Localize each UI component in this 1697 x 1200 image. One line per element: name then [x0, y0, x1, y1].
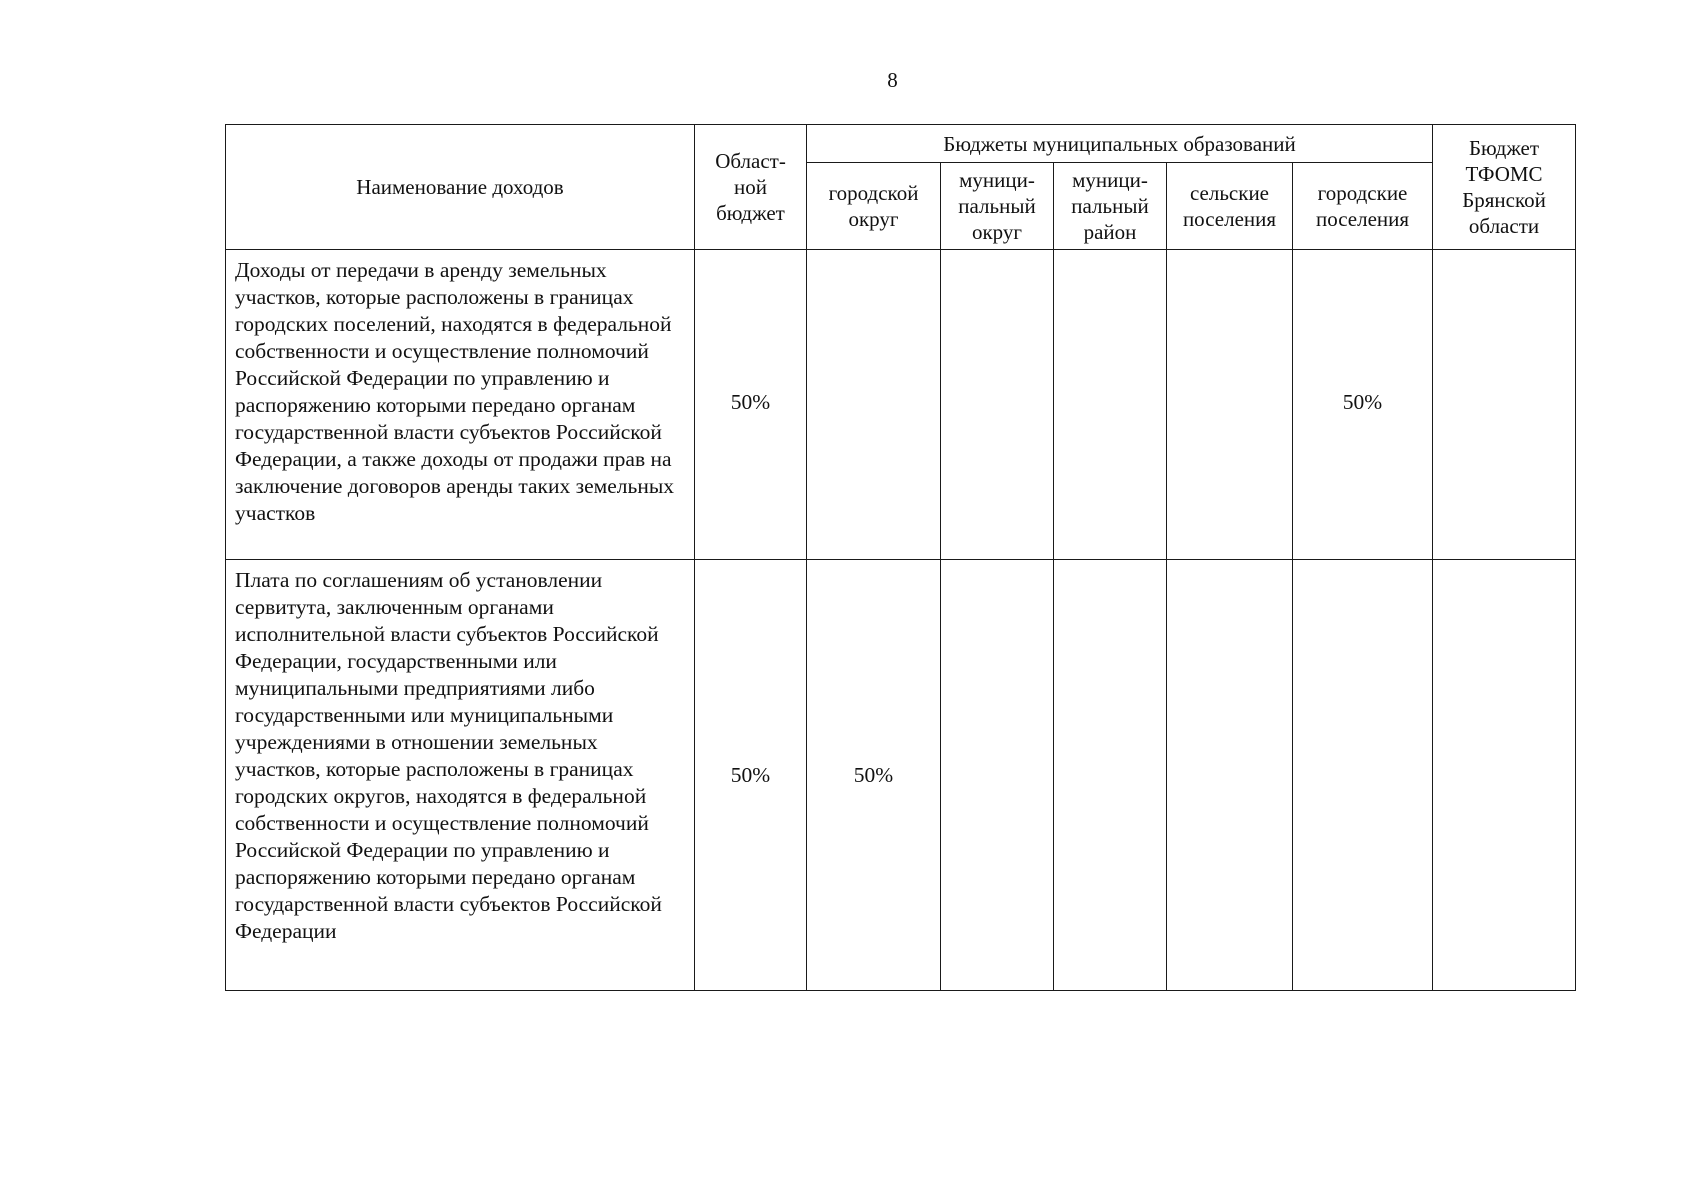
revenue-distribution-table-container — [225, 124, 1575, 990]
table-header-row — [226, 125, 1576, 163]
row-tfoms-share — [1433, 250, 1576, 560]
row-regional-share-value: 50% — [730, 762, 771, 787]
header-tfoms-budget-text: Бюджет ТФОМС Брянской области — [1462, 136, 1546, 238]
row-municipal-district-share — [941, 560, 1054, 991]
header-city-district — [807, 163, 941, 250]
header-urban-settlements-text: городские поселения — [1315, 181, 1410, 231]
header-income-name-text: Наименование доходов — [356, 175, 564, 199]
header-municipal-area-text: муници- пальный район — [1071, 168, 1149, 244]
header-urban-settlements — [1293, 163, 1433, 250]
row-city-district-share — [807, 560, 941, 991]
header-municipal-area — [1054, 163, 1167, 250]
row-municipal-district-share — [941, 250, 1054, 560]
row-rural-settlements-share — [1167, 560, 1293, 991]
row-tfoms-share — [1433, 560, 1576, 991]
row-regional-share — [695, 560, 807, 991]
header-tfoms-budget — [1433, 125, 1576, 250]
revenue-distribution-table — [225, 124, 1576, 991]
row-income-name: Доходы от передачи в аренду земельных участков, которые расположены в границах городских поселений, находятся в федеральной собственности и осуществление полномочий Российской Федерации по управлению и распоряжению которыми передано органам государственной власти субъектов Российской Федерации, а также доходы от продажи прав на заключение договоров аренды таких земельных участков — [226, 250, 695, 560]
row-municipal-area-share — [1054, 250, 1167, 560]
table-row — [226, 250, 1576, 560]
header-regional-budget — [695, 125, 807, 250]
row-regional-share-value: 50% — [730, 390, 771, 414]
header-municipal-budgets — [807, 125, 1433, 163]
header-municipal-district-text: муници- пальный округ — [958, 168, 1036, 244]
header-municipal-district — [941, 163, 1054, 250]
table-row — [226, 560, 1576, 991]
header-income-name — [226, 125, 695, 250]
row-city-district-share — [807, 250, 941, 560]
header-municipal-budgets-text: Бюджеты муниципальных образований — [943, 131, 1296, 156]
row-urban-settlements-share — [1293, 560, 1433, 991]
header-city-district-text: городской округ — [828, 181, 919, 231]
header-regional-budget-text: Област- ной бюджет — [715, 149, 786, 225]
row-urban-settlements-share-value: 50% — [1342, 390, 1383, 414]
row-urban-settlements-share — [1293, 250, 1433, 560]
header-rural-settlements — [1167, 163, 1293, 250]
row-income-name: Плата по соглашениям об установлении сервитута, заключенным органами исполнительной власти субъектов Российской Федерации, государственными или муниципальными предприятиями либо государственными или муниципальными учреждениями в отношении земельных участков, которые расположены в границах городских округов, находятся в федеральной собственности и осуществление полномочий Российской Федерации по управлению и распоряжению которыми передано органам государственной власти субъектов Российской Федерации — [226, 560, 695, 991]
row-city-district-share-value: 50% — [853, 762, 894, 787]
row-municipal-area-share — [1054, 560, 1167, 991]
page-number: 8 — [887, 68, 898, 92]
row-regional-share — [695, 250, 807, 560]
header-rural-settlements-text: сельские поселения — [1182, 181, 1277, 231]
row-rural-settlements-share — [1167, 250, 1293, 560]
